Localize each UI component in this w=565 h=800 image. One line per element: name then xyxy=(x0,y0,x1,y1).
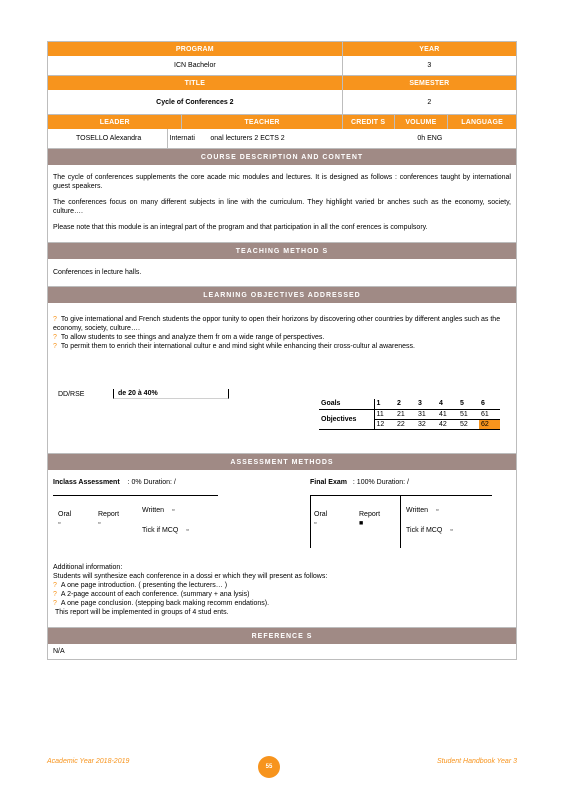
goals-table: Goals 1 2 3 4 5 6 Objectives 11 21 31 41 51 61 12 22 32 42 52 62 xyxy=(319,399,500,430)
bullet-icon: ? xyxy=(53,582,57,589)
bullet-icon: ? xyxy=(53,591,57,598)
program-header-row xyxy=(47,41,517,56)
volume-label: VOLUME xyxy=(395,115,449,129)
year-label: YEAR xyxy=(343,42,516,56)
inclass-oral: Oral ▫ xyxy=(58,511,72,527)
program-value: ICN Bachelor xyxy=(48,56,343,76)
final-label: Final Exam xyxy=(310,479,347,486)
final-oral: Oral ▫ xyxy=(314,511,328,527)
inclass-report: Report ▫ xyxy=(98,511,120,527)
leader-value-row xyxy=(47,129,517,149)
volume-value: 0h ENG xyxy=(417,135,443,142)
final-divider xyxy=(310,495,492,496)
inclass-value: : 0% Duration: / xyxy=(127,479,176,486)
title-value-row xyxy=(47,90,517,115)
assessment-methods-body xyxy=(47,470,517,628)
learning-objectives-body xyxy=(47,303,517,454)
footer-academic-year: Academic Year 2018-2019 xyxy=(47,758,130,765)
bullet-icon: ? xyxy=(53,334,57,341)
references-heading: REFERENCE S xyxy=(47,628,517,644)
checkbox[interactable]: ▫ xyxy=(58,520,61,527)
objective-1: ? To give international and French students the oppor tunity to open their horizons by discovering other countries by different angles such as the economy, society, culture…. xyxy=(53,316,501,332)
teaching-methods-body xyxy=(47,259,517,287)
checkbox[interactable]: ▫ xyxy=(436,507,439,514)
semester-label: SEMESTER xyxy=(343,76,516,90)
teaching-methods-heading: TEACHING METHOD S xyxy=(47,243,517,259)
checkbox[interactable]: ▫ xyxy=(98,520,101,527)
bullet-icon: ? xyxy=(53,316,57,323)
course-sheet xyxy=(47,41,517,660)
page-number-badge: 55 xyxy=(258,756,280,778)
teacher-label: TEACHER xyxy=(182,115,342,129)
objectives-label: Objectives xyxy=(319,409,374,429)
inclass-written: Written ▫ xyxy=(142,507,175,514)
inclass-line xyxy=(53,478,176,487)
references-value: N/A xyxy=(53,648,65,655)
deliverable-2: ? A 2-page account of each conference. (summary + ana lysis) xyxy=(53,591,250,598)
program-label: PROGRAM xyxy=(48,42,343,56)
course-paragraph-2: The conferences focus on many different subjects in line with the curriculum. They highlight varied br anches such as the economy, society, culture…. xyxy=(53,199,511,215)
final-mcq: Tick if MCQ ▫ xyxy=(406,527,453,534)
ddrse-line xyxy=(58,389,229,399)
bullet-icon: ? xyxy=(53,600,57,607)
highlighted-objective: 62 xyxy=(479,419,500,429)
credits-value: onal lecturers 2 ECTS 2 xyxy=(210,135,285,142)
leader-value: TOSELLO Alexandra xyxy=(48,129,168,148)
checkbox-checked[interactable]: ■ xyxy=(359,520,364,527)
ddrse-value: de 20 à 40% xyxy=(113,389,229,399)
course-paragraph-1: The cycle of conferences supplements the core acade mic modules and lectures. It is designed as follows : conferences taught by international guest speakers. xyxy=(53,174,511,190)
bullet-icon: ? xyxy=(53,343,57,350)
inclass-label: Inclass Assessment xyxy=(53,479,120,486)
program-value-row xyxy=(47,56,517,76)
deliverable-3: ? A one page conclusion. (stepping back making recomm endations). xyxy=(53,600,270,607)
students-line: Students will synthesize each conference in a dossi er which they will present as follows: xyxy=(53,573,328,580)
course-paragraph-3: Please note that this module is an integral part of the program and that participation in all the conf erences is compulsory. xyxy=(53,224,428,231)
credits-label: CREDIT S xyxy=(343,115,395,129)
final-left-rule xyxy=(310,495,311,548)
language-value xyxy=(448,129,516,148)
checkbox[interactable]: ▫ xyxy=(172,507,175,514)
title-header-row xyxy=(47,76,517,90)
leader-label: LEADER xyxy=(48,115,182,129)
inclass-divider xyxy=(53,495,218,496)
leader-header-row xyxy=(47,115,517,129)
objective-2: ? To allow students to see things and analyze them fr om a wide range of perspectives. xyxy=(53,334,325,341)
ddrse-label: DD/RSE xyxy=(58,390,85,398)
title-label: TITLE xyxy=(48,76,343,90)
title-value: Cycle of Conferences 2 xyxy=(48,90,343,115)
deliverable-1: ? A one page introduction. ( presenting the lecturers… ) xyxy=(53,582,228,589)
teacher-value: Internati xyxy=(169,135,195,142)
checkbox[interactable]: ▫ xyxy=(450,527,453,534)
report-line: This report will be implemented in groups of 4 stud ents. xyxy=(55,609,229,616)
additional-title: Additional information: xyxy=(53,564,123,571)
assessment-methods-heading: ASSESSMENT METHODS xyxy=(47,454,517,470)
teaching-methods-text: Conferences in lecture halls. xyxy=(53,269,142,276)
objective-3: ? To permit them to enrich their international cultur e and mind sight while enhancing their cross-cultur al awareness. xyxy=(53,343,415,350)
final-report: Report ■ xyxy=(359,511,381,527)
checkbox[interactable]: ▫ xyxy=(186,527,189,534)
page-footer xyxy=(47,758,517,778)
final-line xyxy=(310,478,409,487)
references-body xyxy=(47,644,517,660)
language-label: LANGUAGE xyxy=(448,115,516,129)
goals-table-wrap xyxy=(319,399,500,430)
final-mid-rule xyxy=(400,495,401,548)
final-value: : 100% Duration: / xyxy=(352,479,409,486)
footer-handbook: Student Handbook Year 3 xyxy=(436,758,517,765)
course-description-heading: COURSE DESCRIPTION AND CONTENT xyxy=(47,149,517,165)
course-description-body xyxy=(47,165,517,243)
inclass-mcq: Tick if MCQ ▫ xyxy=(142,527,189,534)
year-value: 3 xyxy=(343,56,516,76)
final-written: Written ▫ xyxy=(406,507,439,514)
additional-info xyxy=(53,563,327,617)
checkbox[interactable]: ▫ xyxy=(314,520,317,527)
semester-value: 2 xyxy=(343,90,516,115)
learning-objectives-heading: LEARNING OBJECTIVES ADDRESSED xyxy=(47,287,517,303)
goals-label: Goals xyxy=(319,399,374,409)
